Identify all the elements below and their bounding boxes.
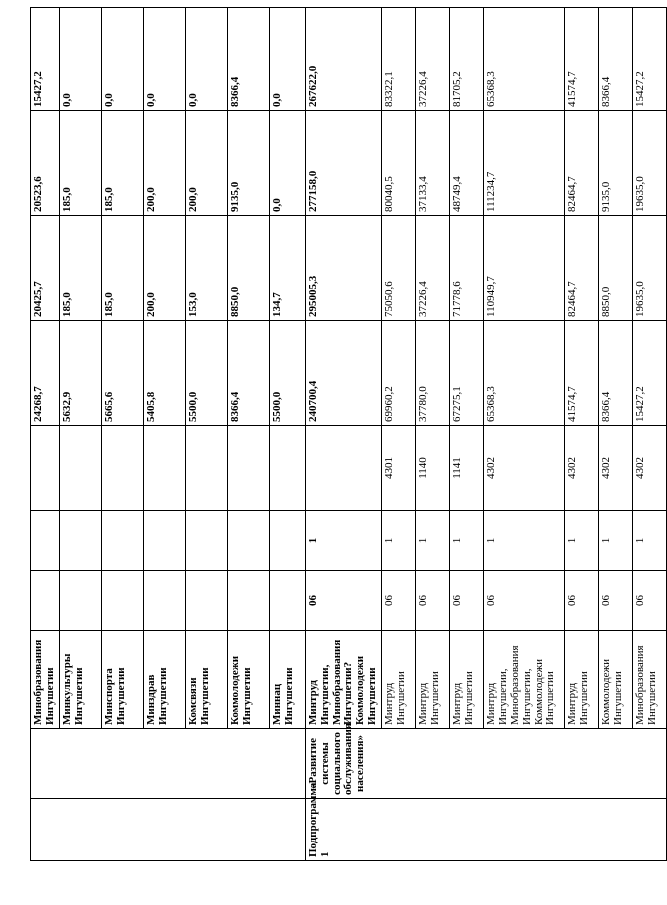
amount-cell: 37780,0: [416, 321, 450, 426]
section-code-cell: [185, 571, 227, 631]
amount-cell: 0,0: [59, 8, 101, 111]
section-code-cell: 06: [484, 571, 565, 631]
section-code-cell: [31, 571, 60, 631]
executor-cell: Минтруд Ингушетии: [565, 631, 599, 729]
subprogram-name-cell: «Развитие системы социального обслуживания населения»: [305, 729, 666, 799]
budget-table: [30, 7, 667, 861]
amount-cell: 5665,6: [101, 321, 143, 426]
executor-cell: Минтруд Ингушетии: [416, 631, 450, 729]
amount-cell: 41574,7: [565, 8, 599, 111]
executor-cell: Миннац Ингушетии: [269, 631, 305, 729]
section-code-cell: [227, 571, 269, 631]
subprogram-code-cell: 1: [565, 511, 599, 571]
amount-cell: 37133,4: [416, 111, 450, 216]
subprogram-code-cell: 1: [450, 511, 484, 571]
table-row: [31, 8, 60, 861]
subprogram-code-cell: 1: [599, 511, 633, 571]
amount-cell: 37226,4: [416, 8, 450, 111]
amount-cell: 200,0: [185, 111, 227, 216]
executor-cell: Минтруд Ингушетии, Минобразования Ингушетии? Коммолодежи Ингушетии: [305, 631, 381, 729]
article-code-cell: 4302: [565, 426, 599, 511]
amount-cell: 8366,4: [227, 321, 269, 426]
amount-cell: 8366,4: [227, 8, 269, 111]
amount-cell: 15427,2: [633, 8, 667, 111]
amount-cell: 200,0: [143, 216, 185, 321]
executor-cell: Минспорта Ингушетии: [101, 631, 143, 729]
executor-cell: Коммолодежи Ингушетии: [227, 631, 269, 729]
executor-cell: Минкультуры Ингушетии: [59, 631, 101, 729]
empty-cell: [31, 799, 306, 861]
amount-cell: 0,0: [143, 8, 185, 111]
article-code-cell: 4302: [484, 426, 565, 511]
amount-cell: 48749,4: [450, 111, 484, 216]
article-code-cell: [305, 426, 381, 511]
subprogram-code-cell: 1: [633, 511, 667, 571]
article-code-cell: [185, 426, 227, 511]
section-code-cell: 06: [450, 571, 484, 631]
section-code-cell: 06: [599, 571, 633, 631]
amount-cell: 153,0: [185, 216, 227, 321]
amount-cell: 82464,7: [565, 111, 599, 216]
subprogram-code-cell: [143, 511, 185, 571]
amount-cell: 20523,6: [31, 111, 60, 216]
amount-cell: 200,0: [143, 111, 185, 216]
article-code-cell: 4301: [382, 426, 416, 511]
article-code-cell: [269, 426, 305, 511]
section-code-cell: 06: [382, 571, 416, 631]
amount-cell: 0,0: [269, 111, 305, 216]
executor-cell: Коммолодежи Ингушетии: [599, 631, 633, 729]
amount-cell: 80040,5: [382, 111, 416, 216]
article-code-cell: 1140: [416, 426, 450, 511]
amount-cell: 19635,0: [633, 216, 667, 321]
amount-cell: 15427,2: [633, 321, 667, 426]
amount-cell: 41574,7: [565, 321, 599, 426]
executor-cell: Минтруд Ингушетии: [382, 631, 416, 729]
amount-cell: 67275,1: [450, 321, 484, 426]
executor-cell: Комсвязи Ингушетии: [185, 631, 227, 729]
empty-cell: [31, 729, 306, 799]
article-code-cell: 4302: [633, 426, 667, 511]
amount-cell: 185,0: [101, 111, 143, 216]
subprogram-code-cell: [59, 511, 101, 571]
amount-cell: 240700,4: [305, 321, 381, 426]
section-code-cell: [59, 571, 101, 631]
executor-cell: Минздрав Ингушетии: [143, 631, 185, 729]
amount-cell: 5500,0: [185, 321, 227, 426]
amount-cell: 185,0: [101, 216, 143, 321]
amount-cell: 295005,3: [305, 216, 381, 321]
article-code-cell: [31, 426, 60, 511]
amount-cell: 75050,6: [382, 216, 416, 321]
amount-cell: 65368,3: [484, 321, 565, 426]
amount-cell: 9135,0: [227, 111, 269, 216]
section-code-cell: 06: [633, 571, 667, 631]
amount-cell: 69960,2: [382, 321, 416, 426]
amount-cell: 8366,4: [599, 8, 633, 111]
article-code-cell: [101, 426, 143, 511]
amount-cell: 185,0: [59, 111, 101, 216]
amount-cell: 71778,6: [450, 216, 484, 321]
subprogram-label-cell: Подпрограмма 1: [305, 799, 666, 861]
executor-cell: Минтруд Ингушетии: [450, 631, 484, 729]
section-code-cell: 06: [416, 571, 450, 631]
article-code-cell: 4302: [599, 426, 633, 511]
amount-cell: 0,0: [185, 8, 227, 111]
subprogram-code-cell: [101, 511, 143, 571]
amount-cell: 134,7: [269, 216, 305, 321]
subprogram-code-cell: 1: [382, 511, 416, 571]
section-code-cell: 06: [565, 571, 599, 631]
amount-cell: 185,0: [59, 216, 101, 321]
subprogram-code-cell: [227, 511, 269, 571]
executor-cell: Минобразования Ингушетии: [633, 631, 667, 729]
amount-cell: 9135,0: [599, 111, 633, 216]
subprogram-code-cell: [31, 511, 60, 571]
amount-cell: 5405,8: [143, 321, 185, 426]
subprogram-code-cell: 1: [416, 511, 450, 571]
subprogram-code-cell: [185, 511, 227, 571]
amount-cell: 277158,0: [305, 111, 381, 216]
article-code-cell: [59, 426, 101, 511]
amount-cell: 37226,4: [416, 216, 450, 321]
subprogram-code-cell: 1: [484, 511, 565, 571]
amount-cell: 81705,2: [450, 8, 484, 111]
section-code-cell: [101, 571, 143, 631]
amount-cell: 0,0: [101, 8, 143, 111]
amount-cell: 8850,0: [227, 216, 269, 321]
amount-cell: 110949,7: [484, 216, 565, 321]
amount-cell: 19635,0: [633, 111, 667, 216]
amount-cell: 24268,7: [31, 321, 60, 426]
amount-cell: 15427,2: [31, 8, 60, 111]
rotated-table-wrapper: [30, 8, 658, 861]
amount-cell: 20425,7: [31, 216, 60, 321]
article-code-cell: [143, 426, 185, 511]
amount-cell: 267622,0: [305, 8, 381, 111]
section-code-cell: 06: [305, 571, 381, 631]
amount-cell: 8366,4: [599, 321, 633, 426]
subprogram-code-cell: 1: [305, 511, 381, 571]
article-code-cell: [227, 426, 269, 511]
amount-cell: 83322,1: [382, 8, 416, 111]
subprogram-code-cell: [269, 511, 305, 571]
executor-cell: Минтруд Ингушетии, Минобразования Ингушетии, Коммолодежи Ингушетии: [484, 631, 565, 729]
amount-cell: 5500,0: [269, 321, 305, 426]
amount-cell: 82464,7: [565, 216, 599, 321]
table-row: [305, 8, 381, 861]
article-code-cell: 1141: [450, 426, 484, 511]
executor-cell: Минобразования Ингушетии: [31, 631, 60, 729]
section-code-cell: [143, 571, 185, 631]
table-body: [31, 8, 667, 861]
amount-cell: 0,0: [269, 8, 305, 111]
amount-cell: 111234,7: [484, 111, 565, 216]
amount-cell: 5632,9: [59, 321, 101, 426]
amount-cell: 65368,3: [484, 8, 565, 111]
amount-cell: 8850,0: [599, 216, 633, 321]
section-code-cell: [269, 571, 305, 631]
